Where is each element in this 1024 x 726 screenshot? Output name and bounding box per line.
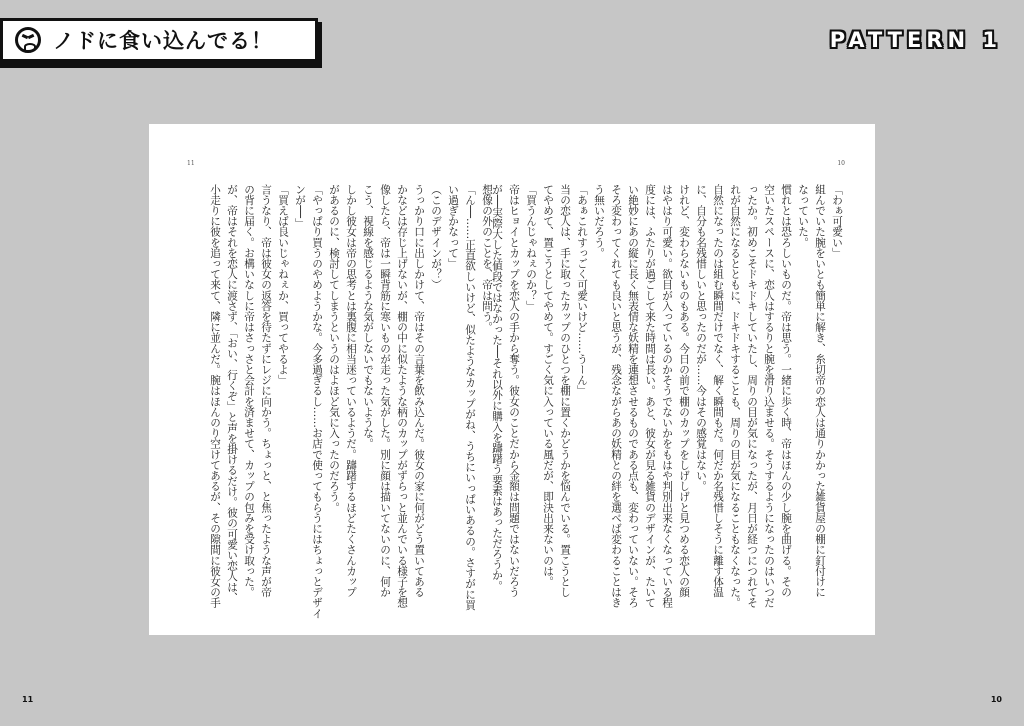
text-line: が、帝はそれを恋人に渡さず、「おい、行くぞ」と声を掛けるだけ。彼の可愛い恋人は、 bbox=[226, 184, 238, 603]
text-line: 慣れとは恐ろしいものだ。帝は思う。一緒に歩く時、帝はほんの少し腕を曲げる。その bbox=[780, 184, 792, 598]
text-line: 帝はヒョイとカップを恋人の手から奪う。彼女のことだから金額は問題ではないだろう bbox=[508, 184, 520, 598]
text-line: 「わぁ可愛い」 bbox=[831, 184, 843, 259]
text-line: い絶妙にあの縦に長く無表情な妖精を連想させるものである点も、変わっていない。そろ bbox=[627, 184, 639, 608]
text-line: 像したら、帝は一瞬背筋に寒いものが走った気がした。別に顔は描いてないのに、何か bbox=[379, 184, 391, 598]
book-spread bbox=[149, 124, 875, 635]
text-line: しかし彼女は帝の思考とは裏腹に相当迷っているようだ。躊躇するほどたくさんカップ bbox=[345, 184, 357, 598]
text-line: 「やっぱり買うのやめようかな。今多過ぎるし……お店で使ってもらうにはちょっとデザイ bbox=[311, 184, 323, 619]
frowning-face-icon bbox=[15, 27, 41, 53]
text-line: 当の恋人は、手に取ったカップのひとつを棚に置くかどうかを悩んでいる。置こうとし bbox=[559, 184, 571, 598]
text-line: （このデザインが？） bbox=[430, 184, 442, 290]
text-line: があるのに、検討してしまうというのはよほど気に入ったのだろう。 bbox=[328, 184, 340, 513]
text-line: 「買うんじゃねぇのか？」 bbox=[525, 184, 537, 312]
text-line: 組んでいた腕をいとも簡単に解き、糸切帝の恋人は通りかかった雑貨屋の棚に釘付けに bbox=[814, 184, 826, 598]
left-page-number: 11 bbox=[187, 160, 195, 167]
text-line: れが自然になるとともに、ドキドキすることも、周りの目が気になることもなくなった。 bbox=[729, 184, 741, 608]
text-line: 空いたスペースに、恋人はするりと腕を滑り込ませる。そうするようになったのはいつだ bbox=[763, 184, 775, 608]
text-line: い過ぎかなって」 bbox=[447, 184, 459, 269]
text-line: ンが──」 bbox=[294, 184, 306, 229]
text-line: こう、視線を感じるような気がしないでもないような。 bbox=[362, 184, 374, 449]
text-line: 小走りに彼を追って来て、隣に並んだ。腕はほんのり空けてあるが、その隙間に彼女の手 bbox=[209, 184, 221, 608]
text-line: うっかり口に出しかけて、帝はその言葉を飲み込んだ。彼女の家に何がどう置いてある bbox=[413, 184, 425, 598]
text-line: 言うなり、帝は彼女の返答を待たずにレジに向かう。ちょっと、と焦ったような声が帝 bbox=[260, 184, 272, 598]
text-line: 「ん──……正直欲しいけど、似たようなカップがね、うちにいっぱいあるの。さすがに買 bbox=[464, 184, 476, 611]
text-line: ったか。初めこそドキドキしていたし、周りの目が気になったが、月日が経つにつれてそ bbox=[746, 184, 758, 608]
page-title: ノドに食い込んでる！ bbox=[53, 29, 273, 53]
text-line: 想像の外のことを、帝は問う。 bbox=[481, 184, 493, 333]
text-line: う無いだろう。 bbox=[593, 184, 605, 259]
text-line: 「買えば良いじゃねぇか、買ってやるよ」 bbox=[277, 184, 289, 386]
pattern-label: PATTERN 1 bbox=[829, 28, 1002, 52]
footer-right-number: 10 bbox=[990, 695, 1002, 704]
left-page-text bbox=[179, 184, 495, 618]
text-line: の背に届く。お構いなしに帝はさっさと会計を済ませて、カップの包みを受け取った。 bbox=[243, 184, 255, 598]
text-line: かなどは存じ上げないが、棚の中に似たような柄のカップがずらっと並んでいる様子を想 bbox=[396, 184, 408, 608]
text-line: けれど、変わらないものもある。今日の前で棚のカップをしげしげと見つめる恋人の顔 bbox=[678, 184, 690, 598]
right-page-text bbox=[491, 184, 845, 618]
footer-left-number: 11 bbox=[22, 695, 34, 704]
text-line: に、自分も名残惜しいと思ったのだが……今はその感覚はない。 bbox=[695, 184, 707, 492]
text-line: が──実際大した値段ではなかった──それ以外に購入を躊躇う要素はあっただろうか。 bbox=[491, 184, 503, 592]
right-page-number: 10 bbox=[837, 160, 845, 167]
text-line: なっていた。 bbox=[797, 184, 809, 248]
text-line: てやめて、置こうとしてやめて。すごく気に入っている風だが、即決出来ないのは。 bbox=[542, 184, 554, 587]
text-line: そろ変わってくれても良いと思うが、残念ながらあの妖精との絆を選べば変わることはき bbox=[610, 184, 622, 608]
text-line: 自然になったのは組む瞬間だけでなく、解く瞬間もだ。何だか名残惜しそうに離す体温 bbox=[712, 184, 724, 598]
title-banner bbox=[0, 18, 318, 62]
text-line: はやはり可愛い。欲目が入っているのかそうでないかをもはや判別出来なくなっている程 bbox=[661, 184, 673, 608]
text-line: 度には、ふたりが過ごして来た時間は長い。あと、彼女が見る雑貨のデザインが、たいて bbox=[644, 184, 656, 608]
text-line: 「あぁこれすっごく可愛いけど……うーん」 bbox=[576, 184, 588, 396]
